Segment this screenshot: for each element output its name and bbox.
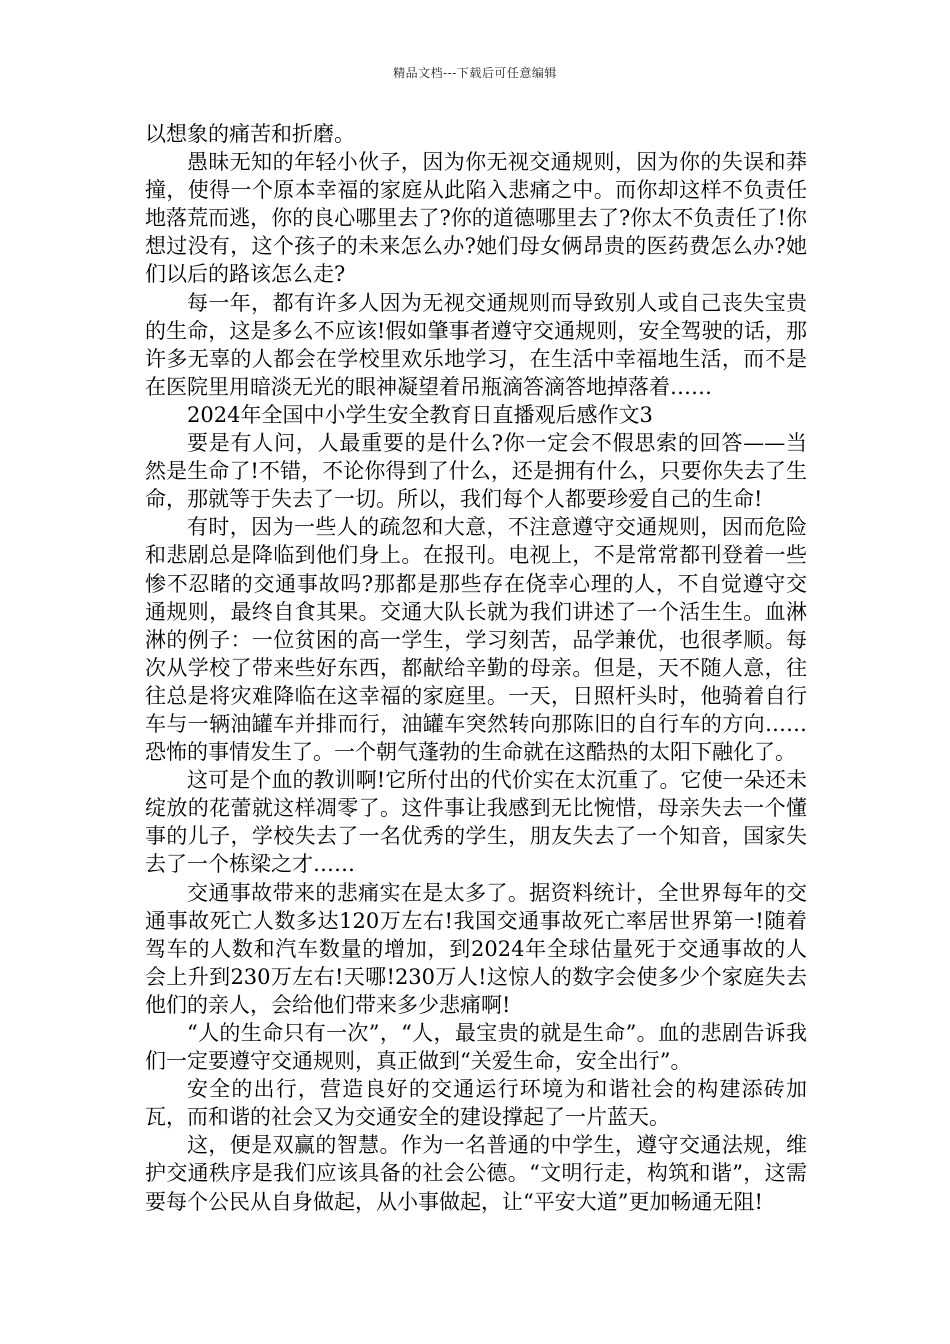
document-body bbox=[145, 120, 807, 1216]
paragraph: 交通事故带来的悲痛实在是太多了。据资料统计，全世界每年的交通事故死亡人数多达120万左右!我国交通事故死亡率居世界第一!随着驾车的人数和汽车数量的增加，到2024年全球估量死于交通事故的人会上升到230万左右!天哪!230万人!这惊人的数字会使多少个家庭失去他们的亲人，会给他们带来多少悲痛啊! bbox=[145, 880, 807, 1017]
paragraph: 这，便是双赢的智慧。作为一名普通的中学生，遵守交通法规，维护交通秩序是我们应该具备的社会公德。“文明行走，构筑和谐”，这需要每个公民从自身做起，从小事做起，让“平安大道”更加畅通无阻! bbox=[145, 1133, 807, 1214]
paragraph: 每一年，都有许多人因为无视交通规则而导致别人或自己丧失宝贵的生命，这是多么不应该!假如肇事者遵守交通规则，安全驾驶的话，那许多无辜的人都会在学校里欢乐地学习，在生活中幸福地生活，而不是在医院里用暗淡无光的眼神凝望着吊瓶滴答滴答地掉落着…… bbox=[145, 290, 807, 399]
page-header: 精品文档---下载后可任意编辑 bbox=[393, 66, 557, 80]
paragraph: 愚昧无知的年轻小伙子，因为你无视交通规则，因为你的失误和莽撞，使得一个原本幸福的家庭从此陷入悲痛之中。而你却这样不负责任地落荒而逃，你的良心哪里去了?你的道德哪里去了?你太不负责任了!你想过没有，这个孩子的未来怎么办?她们母女俩昂贵的医药费怎么办?她们以后的路该怎么走? bbox=[145, 150, 807, 287]
paragraph: “人的生命只有一次”，“人，最宝贵的就是生命”。血的悲剧告诉我们一定要遵守交通规则，真正做到“关爱生命，安全出行”。 bbox=[145, 1021, 807, 1074]
paragraph: 有时，因为一些人的疏忽和大意，不注意遵守交通规则，因而危险和悲剧总是降临到他们身上。在报刊。电视上，不是常常都刊登着一些惨不忍睹的交通事故吗?那都是那些存在侥幸心理的人，不自觉遵守交通规则，最终自食其果。交通大队长就为我们讲述了一个活生生。血淋淋的例子：一位贫困的高一学生，学习刻苦，品学兼优，也很孝顺。每次从学校了带来些好东西，都献给辛勤的母亲。但是，天不随人意，往往总是将灾难降临在这幸福的家庭里。一天，日照杆头时，他骑着自行车与一辆油罐车并排而行，油罐车突然转向那陈旧的自行车的方向……恐怖的事情发生了。一个朝气蓬勃的生命就在这酷热的太阳下融化了。 bbox=[145, 515, 807, 765]
paragraph: 这可是个血的教训啊!它所付出的代价实在太沉重了。它使一朵还未绽放的花蕾就这样凋零了。这件事让我感到无比惋惜，母亲失去一个懂事的儿子，学校失去了一名优秀的学生，朋友失去了一个知音，国家失去了一个栋梁之才…… bbox=[145, 768, 807, 877]
essay-title: 2024年全国中小学生安全教育日直播观后感作文3 bbox=[187, 402, 653, 427]
paragraph: 要是有人问，人最重要的是什么?你一定会不假思索的回答——当然是生命了!不错，不论你得到了什么，还是拥有什么，只要你失去了生命，那就等于失去了一切。所以，我们每个人都要珍爱自己的生命! bbox=[145, 431, 807, 512]
paragraph-continuation: 以想象的痛苦和折磨。 bbox=[145, 122, 355, 146]
paragraph: 安全的出行，营造良好的交通运行环境为和谐社会的构建添砖加瓦，而和谐的社会又为交通安全的建设撑起了一片蓝天。 bbox=[145, 1077, 807, 1130]
